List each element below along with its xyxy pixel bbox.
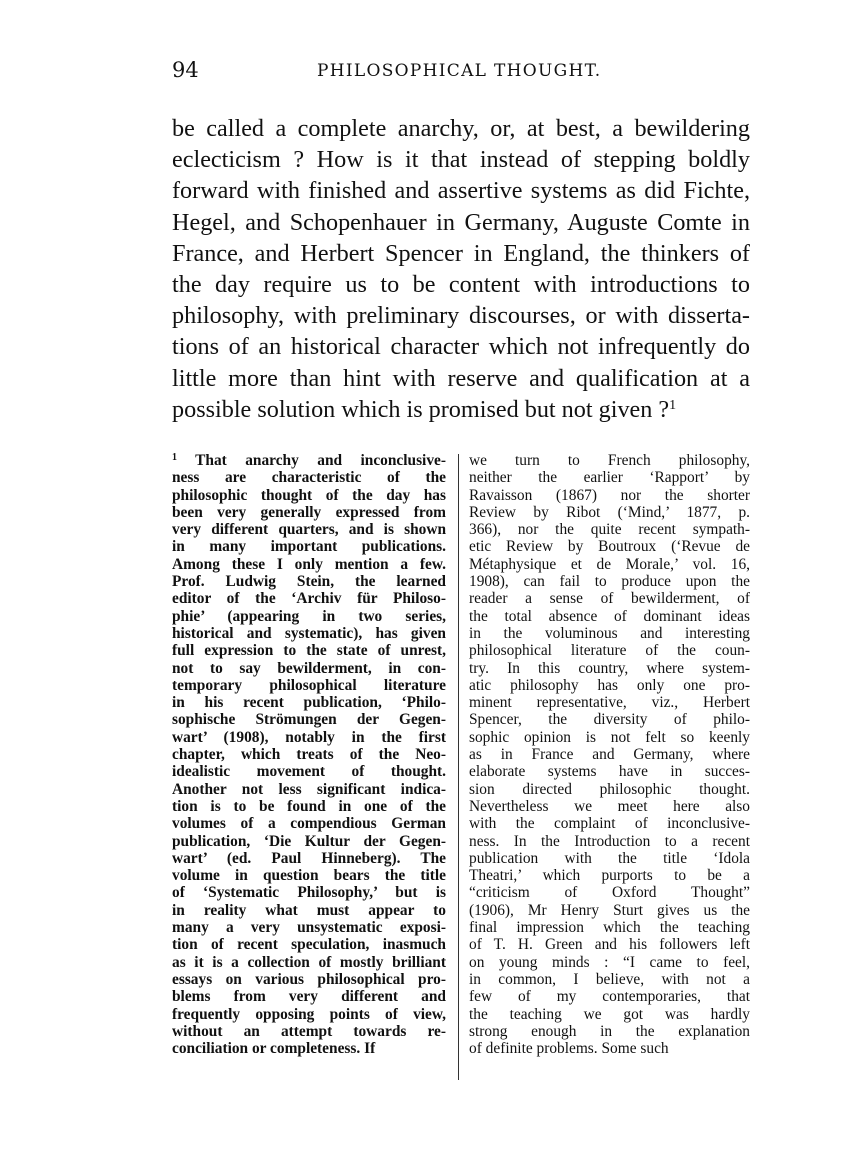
footnote-line: [172, 902, 446, 919]
footnote-line-text: we turn to French philosophy,: [469, 452, 750, 469]
body-line: [172, 113, 750, 144]
footnote-line: [172, 487, 446, 504]
footnote-line-text: the total absence of dominant ideas: [469, 607, 750, 625]
footnote-line: [172, 677, 446, 694]
footnote-line: [469, 504, 750, 521]
footnote-line: [469, 798, 750, 815]
footnote-line-text: of definite problems. Some such: [469, 1040, 669, 1058]
body-line: [172, 394, 750, 425]
footnote-line: [469, 711, 750, 728]
footnote-line-text: many a very unsystematic exposi-: [172, 919, 446, 937]
footnote-line-text: ness are characteristic of the: [172, 469, 446, 487]
footnote-line-text: full expression to the state of unrest,: [172, 642, 446, 660]
footnote-line: [172, 850, 446, 867]
footnote-line-text: not to say bewilderment, in con-: [172, 659, 446, 677]
body-line: [172, 207, 750, 238]
footnote-line-text: Among these I only mention a few.: [172, 555, 446, 573]
footnote-line: [172, 884, 446, 901]
body-line: [172, 363, 750, 394]
footnote-line: [172, 556, 446, 573]
footnote-line: [172, 694, 446, 711]
column-divider: [458, 454, 459, 1080]
footnote-line-text: idealistic movement of thought.: [172, 763, 446, 781]
footnote-line: [469, 556, 750, 573]
footnote-line-text: frequently opposing points of view,: [172, 1005, 446, 1023]
footnote-line: [172, 833, 446, 850]
footnote-line: [172, 625, 446, 642]
body-line: [172, 269, 750, 300]
footnote-line-text: “criticism of Oxford Thought”: [469, 884, 750, 902]
footnote-line-text: philosophic thought of the day has: [172, 486, 446, 504]
footnote-line-text: chapter, which treats of the Neo-: [172, 746, 446, 764]
footnote-line-text: historical and systematic), has given: [172, 624, 446, 642]
footnote-line: [172, 521, 446, 538]
footnote-line: [469, 573, 750, 590]
footnote-line-text: wart’ (1908), notably in the first: [172, 728, 446, 746]
footnote-line-text: blems from very different and: [172, 988, 446, 1006]
footnote-line: [172, 573, 446, 590]
footnote-line-text: tion is to be found in one of the: [172, 797, 446, 815]
footnote-line: [172, 608, 446, 625]
body-line-text: philosophy, with preliminary discourses, or with disserta-: [172, 302, 750, 330]
footnote-line: [172, 763, 446, 780]
footnote-line: [172, 798, 446, 815]
footnote-line: [172, 954, 446, 971]
footnote-line: [469, 902, 750, 919]
footnote-line: [172, 919, 446, 936]
footnote-line: [469, 971, 750, 988]
footnote-line-text: Review by Ribot (‘Mind,’ 1877, p.: [469, 503, 750, 521]
footnote-line: [469, 729, 750, 746]
footnote-line-text: without an attempt towards re-: [172, 1022, 446, 1040]
footnote-marker: 1: [172, 452, 177, 463]
footnote-line: [172, 469, 446, 486]
footnote-line: [469, 833, 750, 850]
footnote-line: [469, 988, 750, 1005]
footnote-line: [469, 954, 750, 971]
page-number: 94: [172, 58, 199, 82]
footnote-line: [469, 487, 750, 504]
footnote-line-text: essays on various philosophical pro-: [172, 970, 446, 988]
body-line: [172, 238, 750, 269]
footnote-line: [469, 538, 750, 555]
footnote-line: [469, 1006, 750, 1023]
footnote-line: [469, 936, 750, 953]
footnote-line-text: publication, ‘Die Kultur der Gegen-: [172, 832, 446, 850]
footnote-line: [172, 452, 446, 469]
footnote-line: [172, 1023, 446, 1040]
body-line: [172, 144, 750, 175]
footnote-line-text: minent representative, viz., Herbert: [469, 694, 750, 712]
footnote-line-text: Nevertheless we meet here also: [469, 797, 750, 815]
footnote-line-text: sophic opinion is not felt so keenly: [469, 728, 750, 746]
footnote-line: [469, 1023, 750, 1040]
footnote-line: [469, 694, 750, 711]
footnote-line-text: Spencer, the diversity of philo-: [469, 711, 750, 729]
footnote-line-text: etic Review by Boutroux (‘Revue de: [469, 538, 750, 556]
footnote-line-text: in reality what must appear to: [172, 901, 446, 919]
footnote-line: [469, 763, 750, 780]
footnote-line: [172, 746, 446, 763]
body-line-text: Hegel, and Schopenhauer in Germany, Auguste Comte in: [172, 208, 750, 236]
body-line: [172, 175, 750, 206]
footnote-line-text: editor of the ‘Archiv für Philoso-: [172, 590, 446, 608]
footnote-line-text: final impression which the teaching: [469, 919, 750, 937]
footnote-line-text: Theatri,’ which purports to be a: [469, 867, 750, 885]
footnote-line-text: 1908), can fail to produce upon the: [469, 573, 750, 591]
footnote-line: [469, 642, 750, 659]
footnote-line: [469, 469, 750, 486]
page-header: [172, 58, 750, 88]
footnote-line-text: conciliation or completeness. If: [172, 1040, 376, 1058]
footnote-left-column: [172, 452, 446, 1057]
footnote-line-text: phie’ (appearing in two series,: [172, 607, 446, 625]
footnote-line: [172, 1006, 446, 1023]
footnote-line-text: ness. In the Introduction to a recent: [469, 832, 750, 850]
footnote-line-text: tion of recent speculation, inasmuch: [172, 936, 446, 954]
footnote-line-text: strong enough in the explanation: [469, 1022, 750, 1040]
footnote-line: [172, 1040, 446, 1057]
footnote-line: [172, 504, 446, 521]
running-title: PHILOSOPHICAL THOUGHT.: [317, 61, 602, 81]
footnote-line: [469, 746, 750, 763]
footnote-line: [172, 988, 446, 1005]
footnote-line: [469, 850, 750, 867]
footnote-line: [469, 1040, 750, 1057]
footnote-line: [469, 590, 750, 607]
footnote-line: [469, 660, 750, 677]
body-line-text: tions of an historical character which not infrequently do: [172, 333, 750, 361]
footnote-line-text: the teaching we got was hardly: [469, 1005, 750, 1023]
footnote-line-text: elaborate systems have in succes-: [469, 763, 750, 781]
footnote-line-text: few of my contemporaries, that: [469, 988, 750, 1006]
footnote-line-text: in the voluminous and interesting: [469, 624, 750, 642]
footnote-line-text: with the complaint of inconclusive-: [469, 815, 750, 833]
footnote: [172, 452, 750, 1084]
body-line-text: eclecticism ? How is it that instead of stepping boldly: [172, 146, 750, 174]
footnote-line-text: of T. H. Green and his followers left: [469, 936, 750, 954]
footnote-line-text: in common, I believe, with not a: [469, 970, 750, 988]
body-line-text: be called a complete anarchy, or, at best, a bewildering: [172, 115, 750, 142]
footnote-line: [172, 971, 446, 988]
footnote-line-text: That anarchy and inconclusive-: [195, 452, 446, 469]
footnote-line: [172, 642, 446, 659]
footnote-line: [172, 590, 446, 607]
footnote-line-text: Ravaisson (1867) nor the shorter: [469, 486, 750, 504]
footnote-line: [469, 608, 750, 625]
footnote-line: [469, 452, 750, 469]
footnote-line: [172, 781, 446, 798]
footnote-line-text: reader a sense of bewilderment, of: [469, 590, 750, 608]
footnote-line-text: as in France and Germany, where: [469, 746, 750, 764]
footnote-line-text: volume in question bears the title: [172, 867, 446, 885]
footnote-line-text: atic philosophy has only one pro-: [469, 676, 750, 694]
body-line-text: France, and Herbert Spencer in England, the thinkers of: [172, 239, 750, 267]
footnote-line-text: Métaphysique et de Morale,’ vol. 16,: [469, 555, 750, 573]
footnote-line: [172, 538, 446, 555]
footnote-line: [469, 677, 750, 694]
footnote-line-text: sophische Strömungen der Gegen-: [172, 711, 446, 729]
footnote-line-text: in his recent publication, ‘Philo-: [172, 694, 446, 712]
footnote-line-text: on young minds : “I came to feel,: [469, 953, 750, 971]
footnote-line-text: wart’ (ed. Paul Hinneberg). The: [172, 849, 446, 867]
footnote-right-column: [469, 452, 750, 1057]
body-text: [172, 113, 750, 425]
footnote-line-text: sion directed philosophic thought.: [469, 780, 750, 798]
footnote-line-text: neither the earlier ‘Rapport’ by: [469, 469, 750, 487]
footnote-line-text: publication with the title ‘Idola: [469, 849, 750, 867]
footnote-line: [469, 867, 750, 884]
footnote-line-text: volumes of a compendious German: [172, 815, 446, 833]
footnote-line: [469, 521, 750, 538]
footnote-line: [469, 884, 750, 901]
footnote-line: [172, 936, 446, 953]
body-line: [172, 331, 750, 362]
body-line-text: little more than hint with reserve and qualification at a: [172, 364, 750, 392]
footnote-line: [172, 711, 446, 728]
footnote-line-text: as it is a collection of mostly brilliant: [172, 953, 446, 971]
footnote-line-text: Prof. Ludwig Stein, the learned: [172, 573, 446, 591]
footnote-line: [172, 867, 446, 884]
body-line: [172, 300, 750, 331]
footnote-line: [172, 815, 446, 832]
footnote-line: [172, 660, 446, 677]
footnote-line-text: philosophical literature of the coun-: [469, 642, 750, 660]
footnote-line: [469, 919, 750, 936]
footnote-line: [469, 625, 750, 642]
body-line-text: the day require us to be content with introductions to: [172, 270, 750, 298]
footnote-line: [469, 781, 750, 798]
footnote-line-text: very different quarters, and is shown: [172, 521, 446, 539]
footnote-line-text: Another not less significant indica-: [172, 780, 446, 798]
footnote-line-text: 366), nor the quite recent sympath-: [469, 521, 750, 539]
footnote-line: [172, 729, 446, 746]
footnote-reference: 1: [669, 397, 677, 413]
footnote-line-text: temporary philosophical literature: [172, 676, 446, 694]
body-line-text: forward with finished and assertive systems as did Fichte,: [172, 177, 750, 205]
footnote-line-text: of ‘Systematic Philosophy,’ but is: [172, 884, 446, 902]
body-line-text: possible solution which is promised but not given ?: [172, 395, 670, 423]
footnote-line-text: (1906), Mr Henry Sturt gives us the: [469, 901, 750, 919]
footnote-line-text: been very generally expressed from: [172, 503, 446, 521]
footnote-line-text: in many important publications.: [172, 538, 446, 556]
footnote-line-text: try. In this country, where system-: [469, 659, 750, 677]
footnote-line: [469, 815, 750, 832]
